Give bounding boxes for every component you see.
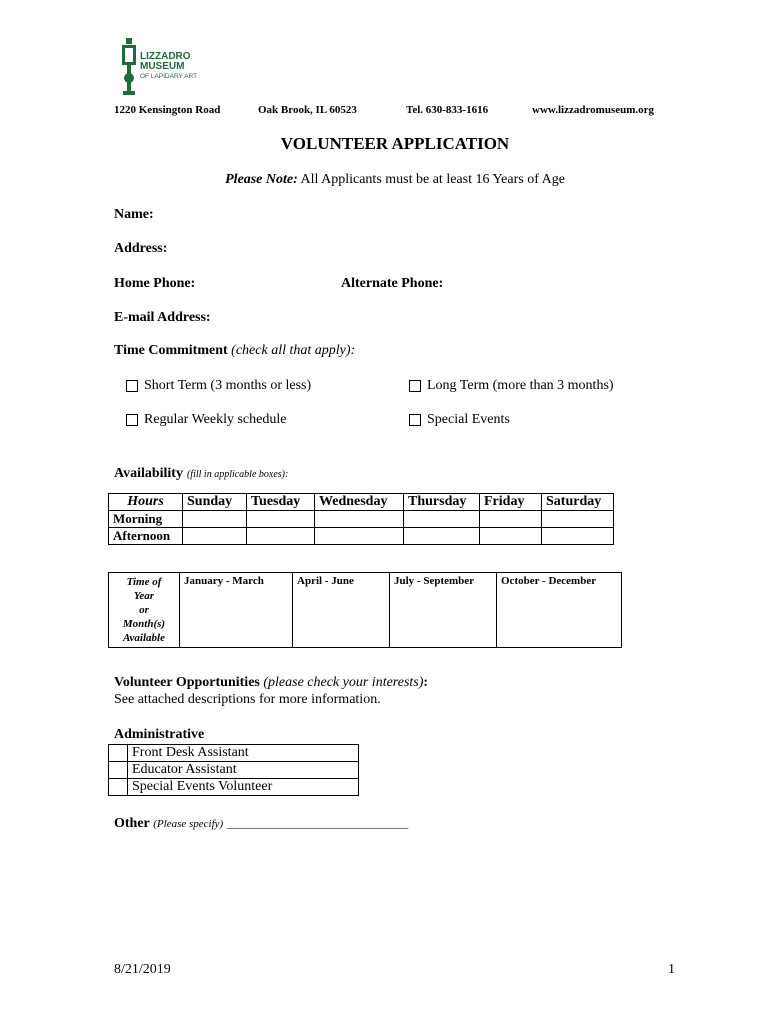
list-item: Front Desk Assistant bbox=[128, 745, 359, 762]
weekly-label: Regular Weekly schedule bbox=[144, 412, 287, 427]
long-term-option[interactable] bbox=[409, 378, 614, 394]
availability-hint: (fill in applicable boxes): bbox=[186, 469, 289, 480]
months-cell[interactable]: July - September bbox=[390, 573, 497, 648]
availability-heading bbox=[114, 464, 288, 482]
table-header: Friday bbox=[480, 494, 542, 511]
checkbox[interactable] bbox=[126, 380, 138, 392]
checkbox[interactable] bbox=[409, 414, 421, 426]
header-tel: Tel. 630-833-1616 bbox=[406, 104, 489, 116]
table-cell[interactable] bbox=[542, 528, 614, 545]
table-header: Thursday bbox=[404, 494, 480, 511]
logo-line-1: LIZZADRO bbox=[140, 51, 191, 62]
row-label-afternoon: Afternoon bbox=[109, 528, 183, 545]
table-header: Sunday bbox=[183, 494, 247, 511]
table-header: Tuesday bbox=[247, 494, 315, 511]
opportunities-hint: (please check your interests) bbox=[263, 675, 424, 690]
page-title: VOLUNTEER APPLICATION bbox=[280, 134, 510, 153]
page-number: 1 bbox=[668, 962, 675, 977]
alt-phone-label: Alternate Phone: bbox=[341, 276, 444, 291]
check-cell[interactable] bbox=[109, 762, 128, 779]
table-cell[interactable] bbox=[404, 528, 480, 545]
table-cell[interactable] bbox=[480, 511, 542, 528]
availability-label: Availability bbox=[114, 466, 183, 481]
other-line: _________________________________ bbox=[226, 818, 409, 830]
table-cell[interactable] bbox=[542, 511, 614, 528]
other-hint: (Please specify) bbox=[153, 818, 224, 830]
logo-line-3: OF LAPIDARY ART bbox=[140, 73, 198, 80]
months-cell[interactable]: April - June bbox=[293, 573, 390, 648]
other-field[interactable] bbox=[114, 816, 408, 832]
table-cell[interactable] bbox=[404, 511, 480, 528]
administrative-table bbox=[108, 744, 359, 796]
opportunities-heading: Volunteer Opportunities (please check your interests): bbox=[114, 675, 429, 690]
time-commitment bbox=[114, 343, 355, 359]
note-text: All Applicants must be at least 16 Years of Age bbox=[300, 172, 565, 187]
table-cell[interactable] bbox=[315, 511, 404, 528]
time-hint: (check all that apply): bbox=[231, 343, 356, 358]
header-web: www.lizzadromuseum.org bbox=[532, 104, 655, 116]
time-label: Time Commitment bbox=[114, 343, 228, 358]
table-cell[interactable] bbox=[247, 511, 315, 528]
table-cell[interactable] bbox=[247, 528, 315, 545]
home-phone-label: Home Phone: bbox=[114, 276, 196, 291]
opportunities-label: Volunteer Opportunities bbox=[114, 675, 260, 690]
name-label: Name: bbox=[114, 207, 154, 222]
list-item: Special Events Volunteer bbox=[128, 779, 359, 796]
address-label: Address: bbox=[114, 241, 168, 256]
special-events-label: Special Events bbox=[427, 412, 510, 427]
table-header: Wednesday bbox=[315, 494, 404, 511]
logo-line-2: MUSEUM bbox=[140, 61, 185, 72]
table-cell[interactable] bbox=[315, 528, 404, 545]
footer-date: 8/21/2019 bbox=[114, 962, 171, 977]
check-cell[interactable] bbox=[109, 745, 128, 762]
weekly-option[interactable] bbox=[126, 412, 286, 428]
administrative-label: Administrative bbox=[114, 727, 205, 742]
checkbox[interactable] bbox=[409, 380, 421, 392]
checkbox[interactable] bbox=[126, 414, 138, 426]
months-cell[interactable]: October - December bbox=[497, 573, 622, 648]
availability-table bbox=[108, 493, 614, 545]
logo-emblem-icon bbox=[118, 38, 140, 96]
note-label: Please Note: bbox=[225, 172, 298, 187]
header-city: Oak Brook, IL 60523 bbox=[258, 104, 357, 116]
table-cell[interactable] bbox=[183, 528, 247, 545]
short-term-option[interactable] bbox=[126, 378, 311, 394]
table-cell[interactable] bbox=[480, 528, 542, 545]
check-cell[interactable] bbox=[109, 779, 128, 796]
list-item: Educator Assistant bbox=[128, 762, 359, 779]
long-term-label: Long Term (more than 3 months) bbox=[427, 378, 614, 393]
age-note bbox=[0, 172, 770, 188]
months-cell[interactable]: January - March bbox=[180, 573, 293, 648]
table-header: Hours bbox=[109, 494, 183, 511]
header-address: 1220 Kensington Road bbox=[114, 104, 221, 116]
museum-logo bbox=[118, 38, 218, 96]
email-label: E-mail Address: bbox=[114, 310, 211, 325]
short-term-label: Short Term (3 months or less) bbox=[144, 378, 312, 393]
months-table bbox=[108, 572, 622, 648]
table-header: Saturday bbox=[542, 494, 614, 511]
months-row-label: Time of Year or Month(s) Available bbox=[109, 573, 180, 648]
opportunities-sub: See attached descriptions for more information. bbox=[114, 692, 381, 707]
other-label: Other bbox=[114, 816, 150, 831]
row-label-morning: Morning bbox=[109, 511, 183, 528]
table-cell[interactable] bbox=[183, 511, 247, 528]
special-events-option[interactable] bbox=[409, 412, 510, 428]
